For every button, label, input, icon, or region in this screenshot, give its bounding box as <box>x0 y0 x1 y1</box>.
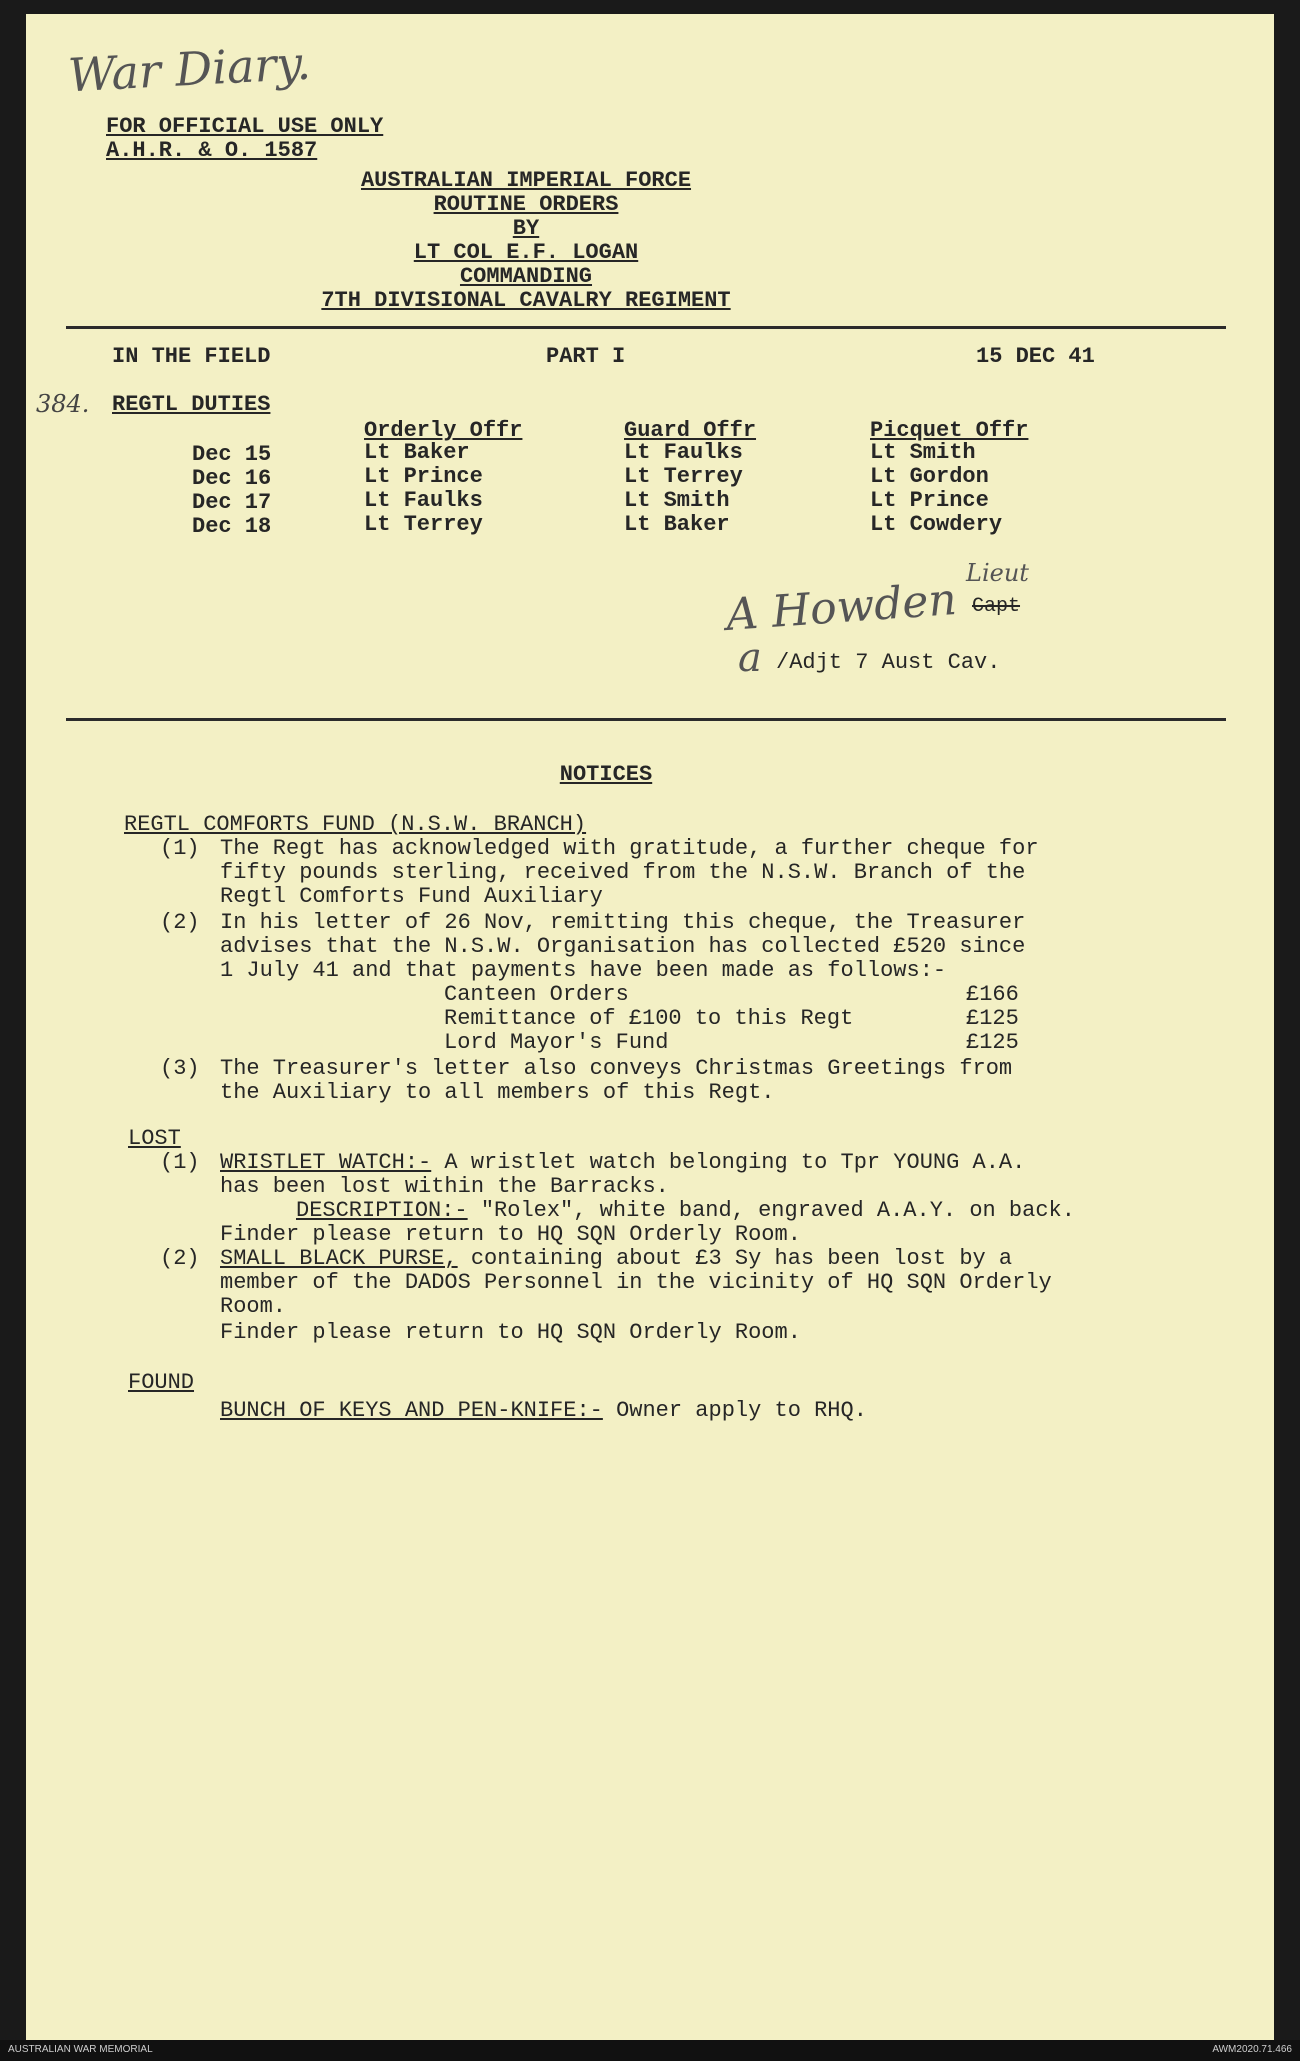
duty-orderly: Lt Baker <box>364 440 470 465</box>
lost-watch-line-1 <box>220 1150 1025 1175</box>
comforts-fund-heading: REGTL COMFORTS FUND (N.S.W. BRANCH) <box>124 812 587 837</box>
lost-purse-line-3: Room. <box>220 1294 287 1319</box>
found-title: BUNCH OF KEYS AND PEN-KNIFE:- <box>220 1398 603 1423</box>
location-label: IN THE FIELD <box>112 344 271 369</box>
section-divider <box>66 718 1226 721</box>
duty-date: Dec 15 <box>192 442 272 467</box>
item-line: Regtl Comforts Fund Auxiliary <box>220 884 603 909</box>
description-text: "Rolex", white band, engraved A.A.Y. on back. <box>467 1198 1075 1223</box>
item-number: (1) <box>160 1150 200 1175</box>
title-line-1: AUSTRALIAN IMPERIAL FORCE <box>360 168 692 193</box>
item-line: advises that the N.S.W. Organisation has collected £520 since <box>220 934 1026 959</box>
item-number: (2) <box>160 1246 200 1271</box>
duty-orderly: Lt Terrey <box>364 512 483 537</box>
column-picquet-offr: Picquet Offr <box>870 418 1029 443</box>
payment-label: Remittance of £100 to this Regt <box>444 1006 854 1031</box>
column-orderly-offr: Orderly Offr <box>364 418 523 443</box>
official-use-label: FOR OFFICIAL USE ONLY <box>106 114 384 139</box>
item-line: fifty pounds sterling, received from the N.S.W. Branch of the <box>220 860 1026 885</box>
handwritten-signature: A Howden <box>724 574 959 641</box>
signature-role: /Adjt 7 Aust Cav. <box>776 650 1001 675</box>
lost-purse-text: containing about £3 Sy has been lost by a <box>457 1246 1013 1271</box>
title-line-4: LT COL E.F. LOGAN <box>413 240 639 265</box>
handwritten-war-diary-note: War Diary. <box>66 35 313 103</box>
lost-purse-line-2: member of the DADOS Personnel in the vicinity of HQ SQN Orderly <box>220 1270 1052 1295</box>
duty-picquet: Lt Gordon <box>870 464 989 489</box>
item-number: (1) <box>160 836 200 861</box>
description-label: DESCRIPTION:- <box>296 1198 468 1223</box>
footer-source: AUSTRALIAN WAR MEMORIAL <box>8 2044 153 2055</box>
payment-amount: £125 <box>966 1006 1019 1031</box>
lost-watch-finder: Finder please return to HQ SQN Orderly Room. <box>220 1222 801 1247</box>
title-line-5: COMMANDING <box>459 264 593 289</box>
item-line: The Treasurer's letter also conveys Christmas Greetings from <box>220 1056 1013 1081</box>
payment-label: Canteen Orders <box>444 982 629 1007</box>
title-line-3: BY <box>512 216 540 241</box>
item-line: The Regt has acknowledged with gratitude, a further cheque for <box>220 836 1039 861</box>
duty-picquet: Lt Prince <box>870 488 989 513</box>
item-line: 1 July 41 and that payments have been made as follows:- <box>220 958 947 983</box>
footer-reference: AWM2020.71.466 <box>1212 2044 1292 2055</box>
found-item <box>220 1398 867 1423</box>
lost-purse-title: SMALL BLACK PURSE, <box>220 1246 458 1271</box>
duty-guard: Lt Faulks <box>624 440 743 465</box>
lost-heading: LOST <box>128 1126 181 1151</box>
lost-watch-text: A wristlet watch belonging to Tpr YOUNG A.A. <box>431 1150 1026 1175</box>
duty-guard: Lt Terrey <box>624 464 743 489</box>
document-page <box>26 14 1274 2040</box>
duty-date: Dec 16 <box>192 466 272 491</box>
found-text: Owner apply to RHQ. <box>602 1398 867 1423</box>
order-number: 384. <box>36 390 90 418</box>
duty-guard: Lt Smith <box>624 488 730 513</box>
item-number: (2) <box>160 910 200 935</box>
reference-number: A.H.R. & O. 1587 <box>106 138 318 163</box>
column-guard-offr: Guard Offr <box>624 418 757 443</box>
duty-orderly: Lt Faulks <box>364 488 483 513</box>
notices-heading: NOTICES <box>559 762 653 787</box>
duty-picquet: Lt Cowdery <box>870 512 1003 537</box>
handwritten-rank: Lieut <box>966 559 1029 587</box>
lost-purse-finder: Finder please return to HQ SQN Orderly Room. <box>220 1320 801 1345</box>
item-line: In his letter of 26 Nov, remitting this cheque, the Treasurer <box>220 910 1026 935</box>
duty-date: Dec 17 <box>192 490 272 515</box>
archive-footer <box>0 2040 1300 2061</box>
handwritten-prefix: a <box>738 635 762 681</box>
lost-watch-description <box>296 1198 1075 1223</box>
part-label: PART I <box>546 344 626 369</box>
lost-watch-title: WRISTLET WATCH:- <box>220 1150 432 1175</box>
duty-orderly: Lt Prince <box>364 464 483 489</box>
payment-amount: £125 <box>966 1030 1019 1055</box>
duty-picquet: Lt Smith <box>870 440 976 465</box>
payment-label: Lord Mayor's Fund <box>444 1030 669 1055</box>
found-heading: FOUND <box>128 1370 195 1395</box>
item-line: the Auxiliary to all members of this Regt. <box>220 1080 775 1105</box>
duty-date: Dec 18 <box>192 514 272 539</box>
struck-rank: Capt <box>972 595 1021 618</box>
payment-amount: £166 <box>966 982 1019 1007</box>
lost-purse-line-1 <box>220 1246 1012 1271</box>
duties-heading: REGTL DUTIES <box>112 392 271 417</box>
lost-watch-line-2: has been lost within the Barracks. <box>220 1174 669 1199</box>
item-number: (3) <box>160 1056 200 1081</box>
header-divider <box>66 326 1226 329</box>
order-date: 15 DEC 41 <box>976 344 1095 369</box>
title-line-6: 7TH DIVISIONAL CAVALRY REGIMENT <box>321 288 731 313</box>
duty-guard: Lt Baker <box>624 512 730 537</box>
title-line-2: ROUTINE ORDERS <box>433 192 619 217</box>
